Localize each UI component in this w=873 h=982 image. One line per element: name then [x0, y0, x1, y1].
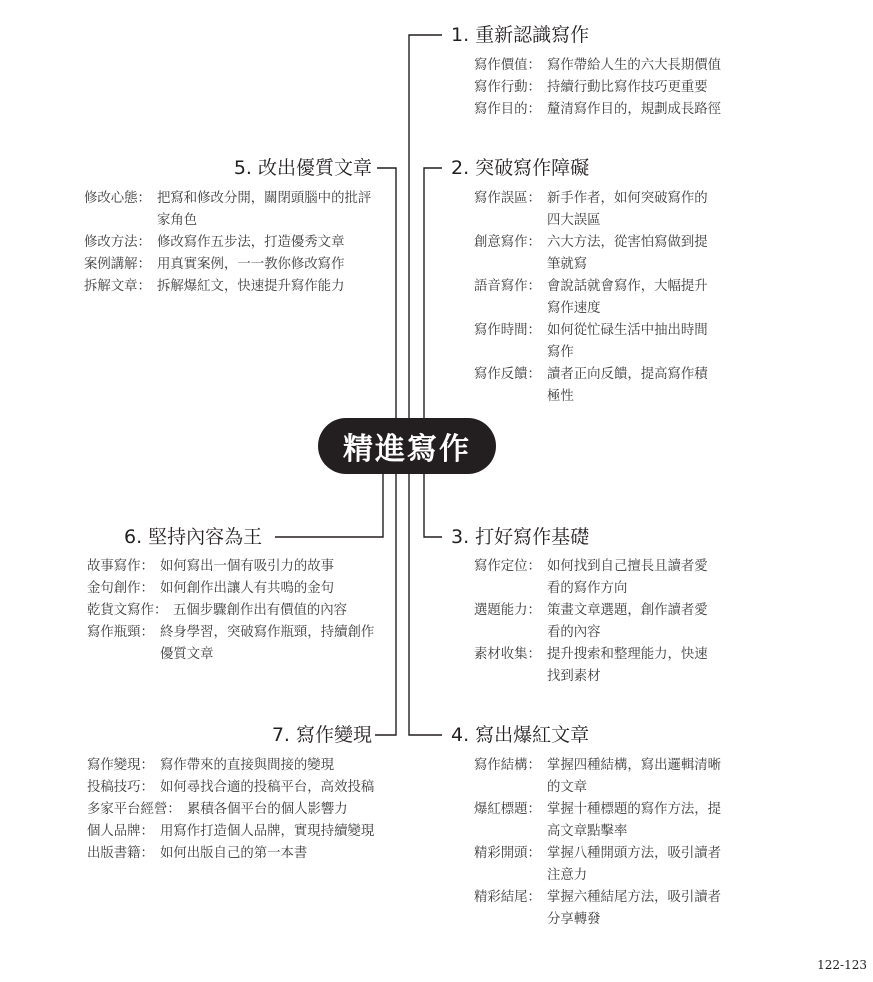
item-label: 寫作瓶頸：: [87, 625, 154, 640]
list-item: [87, 777, 379, 799]
list-item: [474, 556, 719, 600]
item-text: 如何寫出一個有吸引力的故事: [160, 559, 335, 574]
item-text: 如何找到自己擅長且讀者愛看的寫作方向: [547, 559, 708, 596]
item-text: 用寫作打造個人品牌，實現持續變現: [160, 824, 375, 839]
item-label: 語音寫作：: [474, 279, 541, 294]
list-item: [87, 755, 379, 777]
branch-2-title: 2. 突破寫作障礙: [451, 157, 590, 179]
item-text: 如何從忙碌生活中抽出時間寫作: [547, 323, 708, 360]
item-label: 寫作變現：: [87, 758, 154, 773]
item-text: 終身學習，突破寫作瓶頸，持續創作優質文章: [160, 625, 375, 662]
connector-branch-1: [409, 35, 442, 418]
list-item: [474, 232, 719, 276]
branch-6-title: 6. 堅持內容為王: [124, 526, 263, 548]
item-text: 如何出版自己的第一本書: [160, 846, 308, 861]
list-item: [474, 644, 719, 688]
item-label: 寫作時間：: [474, 323, 541, 338]
item-text: 持續行動比寫作技巧更重要: [547, 80, 708, 95]
list-item: [474, 364, 719, 408]
item-text: 寫作帶來的直接與間接的變現: [160, 758, 335, 773]
list-item: [87, 556, 387, 578]
branch-5-items: [84, 188, 374, 298]
list-item: [474, 99, 774, 121]
item-text: 掌握八種開頭方法，吸引讀者注意力: [547, 846, 722, 883]
item-label: 故事寫作：: [87, 559, 154, 574]
list-item: [87, 799, 379, 821]
item-text: 把寫和修改分開，關閉頭腦中的批評家角色: [157, 191, 372, 228]
item-label: 素材收集：: [474, 647, 541, 662]
branch-7-title: 7. 寫作變現: [271, 724, 372, 746]
branch-5-title: 5. 改出優質文章: [233, 157, 372, 179]
list-item: [84, 188, 374, 232]
item-label: 乾貨文寫作：: [87, 603, 168, 618]
item-text: 如何尋找合適的投稿平台，高效投稿: [160, 780, 375, 795]
item-text: 如何創作出讓人有共鳴的金句: [160, 581, 335, 596]
item-label: 出版書籍：: [87, 846, 154, 861]
list-item: [84, 232, 374, 254]
list-item: [474, 55, 774, 77]
item-text: 掌握十種標題的寫作方法，提高文章點擊率: [547, 802, 722, 839]
item-label: 多家平台經營：: [87, 802, 181, 817]
list-item: [474, 320, 719, 364]
list-item: [84, 254, 374, 276]
item-label: 修改方法：: [84, 235, 151, 250]
item-label: 寫作行動：: [474, 80, 541, 95]
list-item: [474, 755, 734, 799]
item-label: 創意寫作：: [474, 235, 541, 250]
branch-6-items: [87, 556, 387, 666]
branch-2-items: [474, 188, 719, 408]
item-text: 策畫文章選題，創作讀者愛看的內容: [547, 603, 708, 640]
item-text: 提升搜索和整理能力，快速找到素材: [547, 647, 708, 684]
list-item: [474, 799, 734, 843]
item-label: 寫作結構：: [474, 758, 541, 773]
item-label: 寫作定位：: [474, 559, 541, 574]
list-item: [87, 578, 387, 600]
item-label: 選題能力：: [474, 603, 541, 618]
list-item: [474, 276, 719, 320]
branch-4-title: 4. 寫出爆紅文章: [451, 724, 590, 746]
list-item: [474, 600, 719, 644]
item-label: 寫作價值：: [474, 58, 541, 73]
item-label: 案例講解：: [84, 257, 151, 272]
branch-1-items: [474, 55, 774, 121]
connector-branch-6: [275, 474, 383, 537]
connector-branch-3: [424, 474, 442, 537]
list-item: [87, 600, 387, 622]
list-item: [474, 843, 734, 887]
connector-branch-5: [377, 168, 396, 418]
branch-1-title: 1. 重新認識寫作: [451, 24, 590, 46]
item-label: 個人品牌：: [87, 824, 154, 839]
item-label: 拆解文章：: [84, 279, 151, 294]
central-topic: 精進寫作: [318, 418, 496, 474]
item-text: 新手作者，如何突破寫作的四大誤區: [547, 191, 708, 228]
connector-branch-2: [424, 168, 442, 418]
branch-3-title: 3. 打好寫作基礎: [451, 526, 590, 548]
branch-7-items: [87, 755, 379, 865]
item-label: 寫作反饋：: [474, 367, 541, 382]
connector-branch-4: [409, 474, 442, 735]
list-item: [87, 821, 379, 843]
item-text: 用真實案例，一一教你修改寫作: [157, 257, 345, 272]
list-item: [87, 622, 387, 666]
branch-4-items: [474, 755, 734, 931]
item-label: 修改心態：: [84, 191, 151, 206]
list-item: [474, 77, 774, 99]
item-text: 修改寫作五步法，打造優秀文章: [157, 235, 345, 250]
list-item: [474, 887, 734, 931]
item-label: 精彩結尾：: [474, 890, 541, 905]
list-item: [87, 843, 379, 865]
item-text: 拆解爆紅文，快速提升寫作能力: [157, 279, 345, 294]
item-label: 投稿技巧：: [87, 780, 154, 795]
branch-3-items: [474, 556, 719, 688]
page-number: 122-123: [817, 958, 867, 972]
item-text: 掌握四種結構，寫出邏輯清晰的文章: [547, 758, 722, 795]
item-text: 五個步驟創作出有價值的內容: [173, 603, 348, 618]
item-label: 寫作目的：: [474, 102, 541, 117]
item-text: 會說話就會寫作，大幅提升寫作速度: [547, 279, 708, 316]
item-label: 精彩開頭：: [474, 846, 541, 861]
item-text: 釐清寫作目的，規劃成長路徑: [547, 102, 722, 117]
list-item: [474, 188, 719, 232]
item-label: 寫作誤區：: [474, 191, 541, 206]
list-item: [84, 276, 374, 298]
item-text: 累積各個平台的個人影響力: [187, 802, 348, 817]
item-text: 寫作帶給人生的六大長期價值: [547, 58, 722, 73]
item-label: 爆紅標題：: [474, 802, 541, 817]
item-text: 六大方法，從害怕寫做到提筆就寫: [547, 235, 708, 272]
item-text: 掌握六種結尾方法，吸引讀者分享轉發: [547, 890, 722, 927]
item-label: 金句創作：: [87, 581, 154, 596]
item-text: 讀者正向反饋，提高寫作積極性: [547, 367, 708, 404]
